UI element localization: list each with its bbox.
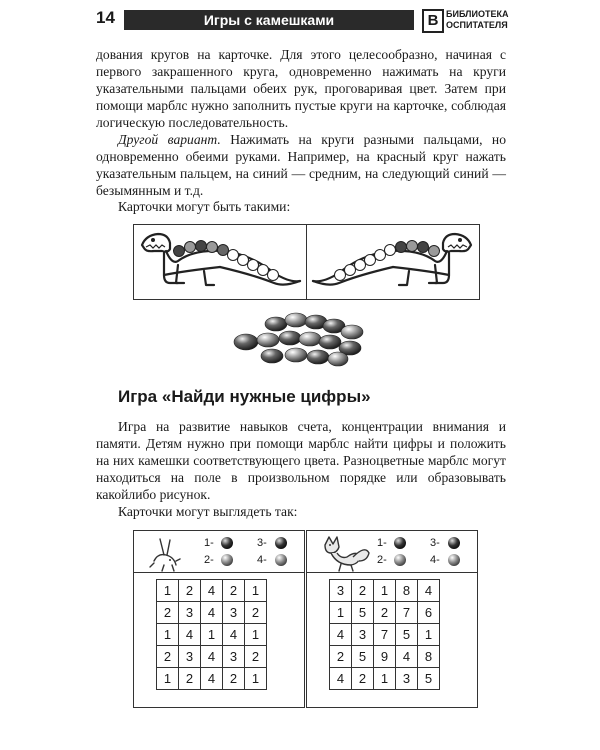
grid-cell: 3 bbox=[352, 624, 374, 646]
paragraph-2-text: Нажимать на круги разными пальцами, но одновременно обеими руками. Например, на красный круг нажать указательным пальцем, на синий — средним, на следующий синий — безымянным и т.д. bbox=[96, 132, 507, 198]
grid-cell: 1 bbox=[374, 580, 396, 602]
grid-cell: 3 bbox=[396, 668, 418, 690]
grid-cell: 2 bbox=[330, 646, 352, 668]
grid-cell: 2 bbox=[352, 580, 374, 602]
grid-cell: 5 bbox=[418, 668, 440, 690]
dinosaur-illustration-left bbox=[134, 225, 306, 299]
grid-cell: 1 bbox=[157, 624, 179, 646]
grid-cell: 2 bbox=[352, 668, 374, 690]
grid-cell: 2 bbox=[223, 668, 245, 690]
grid-cell: 4 bbox=[201, 580, 223, 602]
grid-cell: 1 bbox=[157, 668, 179, 690]
marbles-photo bbox=[232, 312, 372, 368]
series-logo: B bbox=[422, 9, 444, 33]
paragraph-2 bbox=[96, 131, 506, 199]
grid-cell: 2 bbox=[179, 668, 201, 690]
series-line-2: ОСПИТАТЕЛЯ bbox=[446, 20, 508, 30]
card-divider bbox=[134, 572, 304, 573]
legend-4-label: 4- bbox=[257, 554, 267, 566]
number-card-right bbox=[306, 530, 478, 708]
grid-cell: 4 bbox=[223, 624, 245, 646]
grid-cell: 2 bbox=[245, 602, 267, 624]
grid-cell: 1 bbox=[245, 668, 267, 690]
dinosaur-illustration-right bbox=[307, 225, 479, 299]
section-title: Игры с камешками bbox=[124, 10, 414, 30]
dino-card-left bbox=[133, 224, 307, 300]
number-card-left bbox=[133, 530, 305, 708]
grid-cell: 5 bbox=[352, 602, 374, 624]
grid-cell: 4 bbox=[396, 646, 418, 668]
grid-cell: 3 bbox=[330, 580, 352, 602]
legend-marbles-right bbox=[307, 531, 477, 575]
number-grid-left bbox=[156, 579, 267, 690]
grid-cell: 7 bbox=[396, 602, 418, 624]
grid-cell: 4 bbox=[201, 602, 223, 624]
legend-3-label: 3- bbox=[430, 537, 440, 549]
grid-cell: 2 bbox=[374, 602, 396, 624]
grid-cell: 3 bbox=[223, 646, 245, 668]
legend-2-label: 2- bbox=[377, 554, 387, 566]
grid-cell: 3 bbox=[223, 602, 245, 624]
grid-cell: 1 bbox=[418, 624, 440, 646]
grid-cell: 1 bbox=[201, 624, 223, 646]
grid-cell: 1 bbox=[157, 580, 179, 602]
grid-cell: 2 bbox=[157, 646, 179, 668]
legend-2-label: 2- bbox=[204, 554, 214, 566]
paragraph-3: Карточки могут быть такими: bbox=[118, 199, 291, 214]
grid-cell: 2 bbox=[245, 646, 267, 668]
game-heading: Игра «Найди нужные цифры» bbox=[118, 387, 371, 406]
grid-cell: 7 bbox=[374, 624, 396, 646]
dino-card-right bbox=[306, 224, 480, 300]
legend-1-label: 1- bbox=[204, 537, 214, 549]
grid-cell: 1 bbox=[245, 580, 267, 602]
grid-cell: 5 bbox=[396, 624, 418, 646]
legend-marbles-left bbox=[134, 531, 304, 575]
legend-4-label: 4- bbox=[430, 554, 440, 566]
series-line-1: БИБЛИОТЕКА bbox=[446, 9, 509, 19]
grid-cell: 1 bbox=[330, 602, 352, 624]
paragraph-2-italic: Другой вариант. bbox=[118, 132, 221, 147]
card-divider bbox=[307, 572, 477, 573]
grid-cell: 5 bbox=[352, 646, 374, 668]
paragraph-5: Карточки могут выглядеть так: bbox=[118, 504, 298, 519]
grid-cell: 2 bbox=[223, 580, 245, 602]
grid-cell: 4 bbox=[201, 646, 223, 668]
grid-cell: 8 bbox=[396, 580, 418, 602]
legend-1-label: 1- bbox=[377, 537, 387, 549]
grid-cell: 2 bbox=[157, 602, 179, 624]
page-number: 14 bbox=[96, 8, 115, 27]
grid-cell: 9 bbox=[374, 646, 396, 668]
legend-3-label: 3- bbox=[257, 537, 267, 549]
paragraph-4: Игра на развитие навыков счета, концентрации внимания и памяти. Детям нужно при помощи марблс найти цифры и положить на них камешки соответствующего цвета. Разноцветные марблс могут находиться на поле в произвольном порядке или образовывать какойлибо рисунок. bbox=[96, 419, 506, 502]
grid-cell: 4 bbox=[179, 624, 201, 646]
paragraph-1: дования кругов на карточке. Для этого целесообразно, начиная с первого закрашенного круга, одновременно нажимать на круги указательными пальцами обеих рук, проговаривая цвет. Затем при помощи марблс нужно заполнить пустые круги на карточке, соблюдая логическую последовательность. bbox=[96, 47, 506, 130]
grid-cell: 4 bbox=[330, 668, 352, 690]
grid-cell: 2 bbox=[179, 580, 201, 602]
grid-cell: 1 bbox=[245, 624, 267, 646]
grid-cell: 4 bbox=[201, 668, 223, 690]
grid-cell: 8 bbox=[418, 646, 440, 668]
grid-cell: 4 bbox=[330, 624, 352, 646]
number-grid-right bbox=[329, 579, 440, 690]
grid-cell: 6 bbox=[418, 602, 440, 624]
series-name bbox=[446, 9, 508, 31]
grid-cell: 1 bbox=[374, 668, 396, 690]
grid-cell: 3 bbox=[179, 602, 201, 624]
grid-cell: 3 bbox=[179, 646, 201, 668]
grid-cell: 4 bbox=[418, 580, 440, 602]
